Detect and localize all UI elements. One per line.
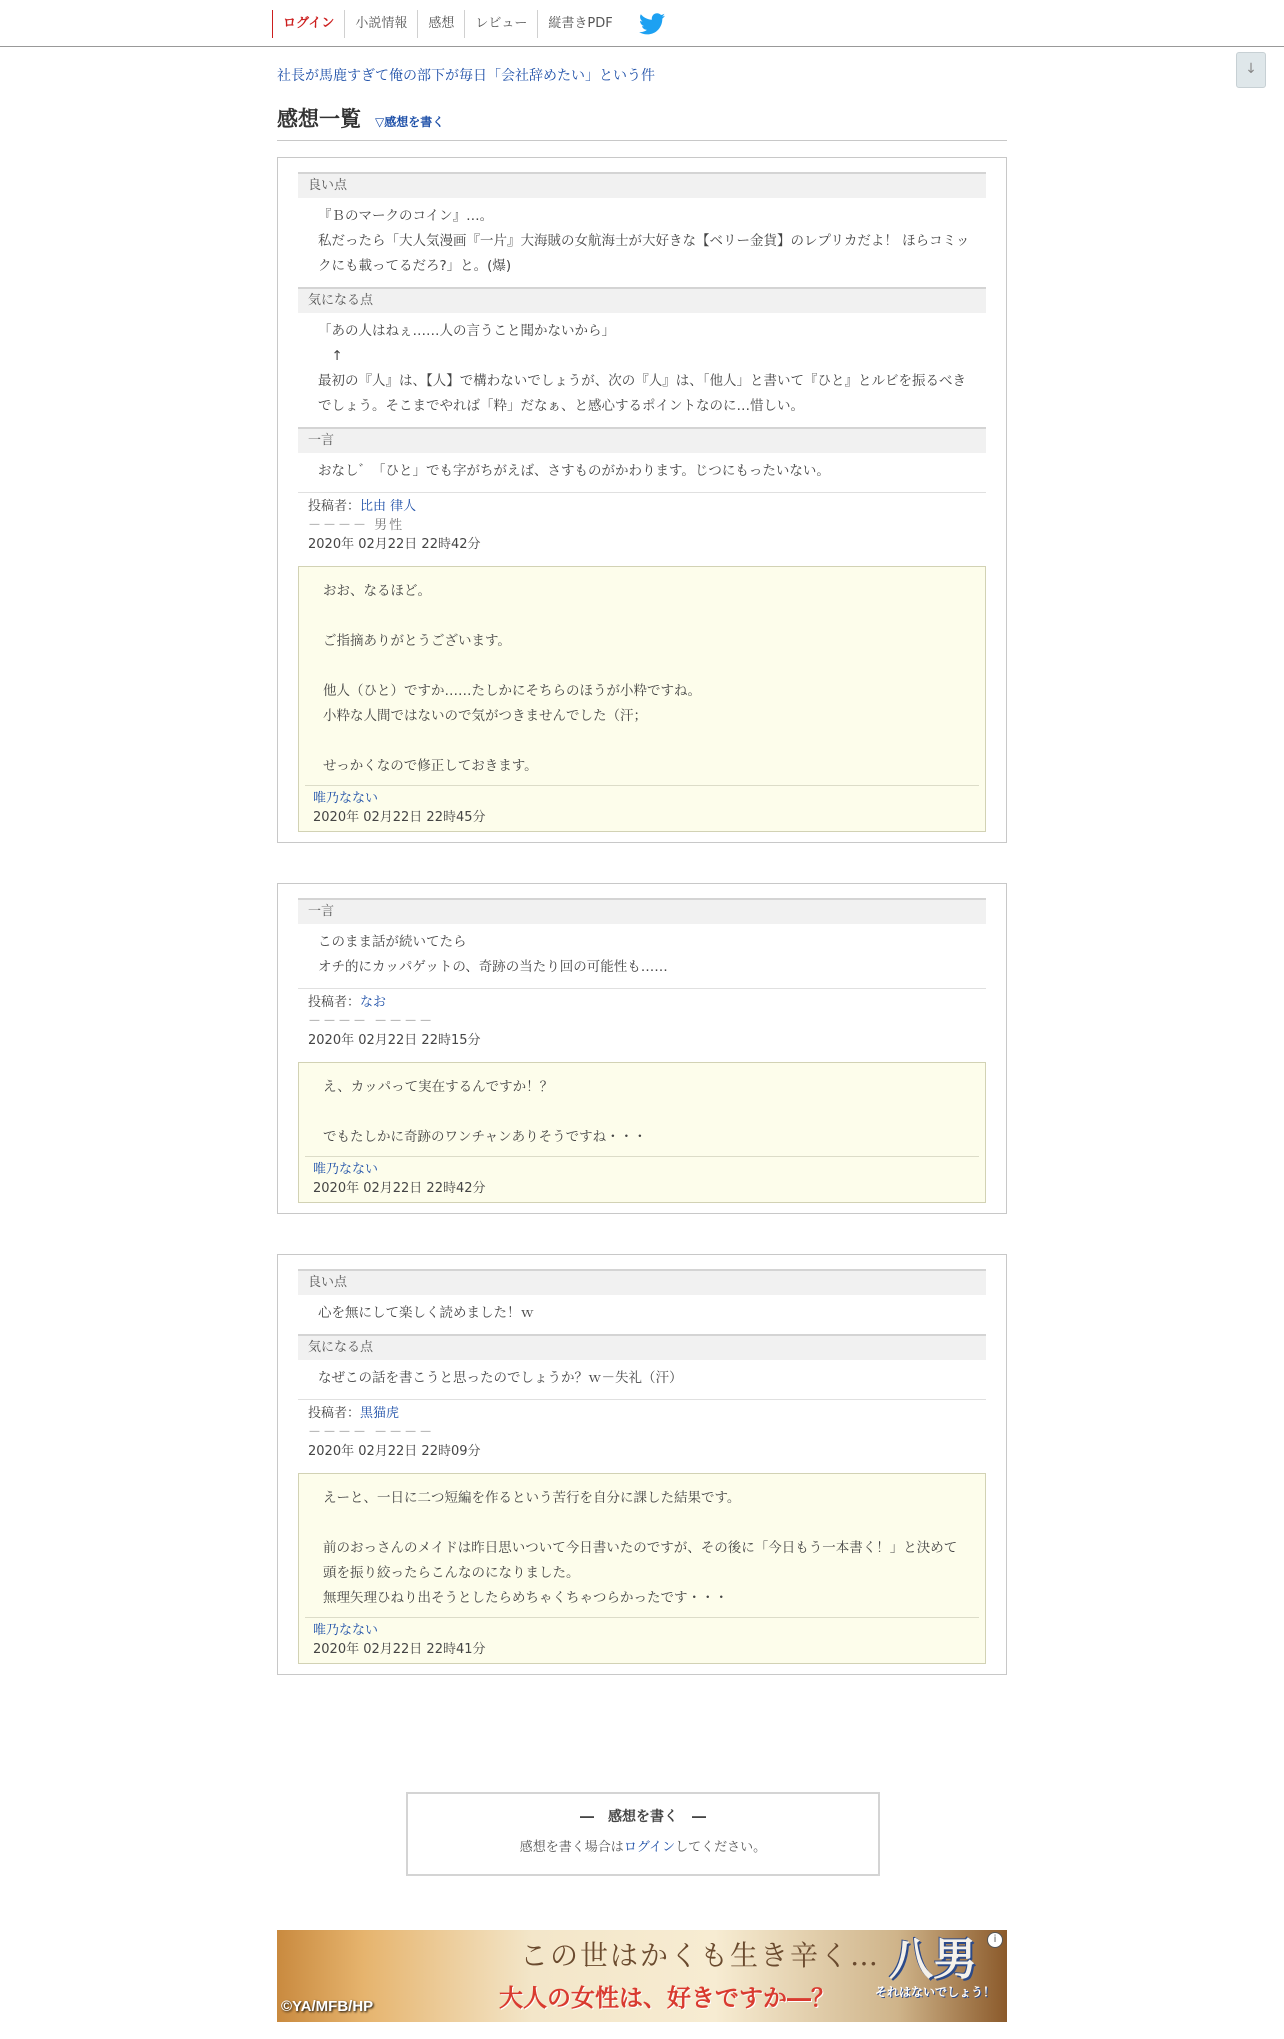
poster-info: [298, 1399, 986, 1467]
nav-item-0[interactable]: ログイン: [272, 10, 344, 38]
reply-text: えーと、一日に二つ短編を作るという苦行を自分に課した結果です。 前のおっさんのメイドは昨日思いついて今日書いたのですが、その後に「今日もう一本書く！」と決めて頭を振り絞ったらこんなのになりました。 無理矢理ひねり出そうとしたらめちゃくちゃつらかったです・・・: [323, 1490, 958, 1606]
section-label: 一言: [298, 898, 986, 924]
impression-entry: [277, 157, 1007, 843]
banner-logo: 八男: [889, 1934, 977, 1985]
page-heading: [277, 104, 1007, 141]
poster-line: [308, 497, 976, 516]
ad-info-icon[interactable]: i: [987, 1932, 1003, 1948]
banner-copy-2: 大人の女性は、好きですか―？: [499, 1983, 835, 2012]
write-impression-box: [406, 1792, 880, 1876]
reply-meta: [305, 1617, 979, 1663]
poster-attributes: －－－－ －－－－: [308, 1014, 435, 1029]
reply-text: おお、なるほど。 ご指摘ありがとうございます。 他人（ひと）ですか……たしかにそちらのほうが小粋ですね。 小粋な人間ではないので気がつきませんでした（汗； せっかくなので修正しておきます。: [323, 583, 701, 774]
nav-item-4[interactable]: 縦書きPDF: [537, 10, 622, 38]
nav-item-2[interactable]: 感想: [417, 10, 464, 38]
poster-line: [308, 993, 976, 1012]
main-content: [277, 46, 1007, 1675]
poster-name-link[interactable]: 比由 律人: [360, 499, 417, 514]
reply-date: 2020年 02月22日 22時41分: [313, 1642, 486, 1657]
nav-menu: [272, 10, 667, 38]
impression-entry: [277, 883, 1007, 1214]
section-text: 『Ｂのマークのコイン』…。 私だったら「大人気漫画『一片』大海賊の女航海士が大好きな【ベリー金貨】のレプリカだよ！ ほらコミックにも載ってるだろ?」と。(爆): [318, 208, 970, 274]
section-label: 良い点: [298, 1269, 986, 1295]
scroll-down-button[interactable]: ↓: [1236, 52, 1266, 88]
poster-prefix: 投稿者：: [308, 995, 361, 1010]
reply-author-link[interactable]: 唯乃なない: [313, 1162, 379, 1177]
poster-info: [298, 492, 986, 560]
novel-title-link[interactable]: 社長が馬鹿すぎて俺の部下が毎日「会社辞めたい」という件: [277, 68, 655, 84]
reply-author-link[interactable]: 唯乃なない: [313, 1623, 379, 1638]
section-text: 「あの人はねぇ……人の言うこと聞かないから」 ↑ 最初の『人』は、【人】で構わないでしょうが、次の『人』は、「他人」と書いて『ひと』とルビを振るべきでしょう。そこまでやれば「粋」だなぁ、と感心するポイントなのに…惜しい。: [318, 323, 966, 414]
write-box-title: ― 感想を書く ―: [580, 1809, 706, 1825]
banner-copy-1: この世はかくも生き辛く…: [520, 1939, 881, 1972]
reply-date: 2020年 02月22日 22時42分: [313, 1181, 486, 1196]
reply-author-link[interactable]: 唯乃なない: [313, 791, 379, 806]
ad-banner[interactable]: [277, 1930, 1007, 2022]
reply-text: え、カッパって実在するんですか！？ でもたしかに奇跡のワンチャンありそうですね・・・: [323, 1079, 647, 1145]
poster-line: [308, 1404, 976, 1423]
poster-name-link[interactable]: なお: [360, 995, 387, 1010]
impression-list: [277, 157, 1007, 1675]
section-label: 一言: [298, 427, 986, 453]
section-text: このまま話が続いてたら オチ的にカッパゲットの、奇跡の当たり回の可能性も……: [318, 934, 668, 975]
author-reply: [298, 1062, 986, 1203]
login-link[interactable]: ログイン: [623, 1840, 676, 1855]
poster-attributes: －－－－ －－－－: [308, 1425, 435, 1440]
author-reply: [298, 566, 986, 832]
nav-item-1[interactable]: 小説情報: [344, 10, 417, 38]
write-box-text: [408, 1838, 878, 1858]
section-label: 良い点: [298, 172, 986, 198]
reply-meta: [305, 1156, 979, 1202]
reply-meta: [305, 785, 979, 831]
poster-prefix: 投稿者：: [308, 499, 361, 514]
post-date: 2020年 02月22日 22時42分: [308, 537, 481, 552]
section-text: おなし゛「ひと」でも字がちがえば、さすものがかわります。じつにもったいない。: [318, 463, 830, 479]
banner-credit: ©YA/MFB/HP: [281, 1998, 374, 2015]
poster-name-link[interactable]: 黒猫虎: [360, 1406, 400, 1421]
twitter-bird-icon: [639, 13, 665, 35]
page-title: 感想一覧: [277, 107, 361, 131]
nav-item-3[interactable]: レビュー: [464, 10, 537, 38]
section-text: なぜこの話を書こうと思ったのでしょうか？ｗ－失礼（汗）: [318, 1370, 683, 1386]
poster-attributes: －－－－ 男性: [308, 518, 405, 533]
section-label: 気になる点: [298, 1334, 986, 1360]
reply-date: 2020年 02月22日 22時45分: [313, 810, 486, 825]
poster-info: [298, 988, 986, 1056]
top-navigation: [0, 0, 1284, 47]
section-label: 気になる点: [298, 287, 986, 313]
author-reply: [298, 1473, 986, 1664]
section-text: 心を無にして楽しく読めました！ｗ: [318, 1305, 534, 1321]
post-date: 2020年 02月22日 22時15分: [308, 1033, 481, 1048]
banner-subtitle: それはないでしょう！: [875, 1985, 996, 1999]
impression-entry: [277, 1254, 1007, 1675]
post-date: 2020年 02月22日 22時09分: [308, 1444, 481, 1459]
twitter-icon[interactable]: [639, 10, 667, 38]
write-impression-link[interactable]: ▽感想を書く: [375, 115, 445, 129]
poster-prefix: 投稿者：: [308, 1406, 361, 1421]
write-box-text-before: 感想を書く場合は: [519, 1840, 624, 1855]
write-box-text-after: してください。: [675, 1840, 767, 1855]
